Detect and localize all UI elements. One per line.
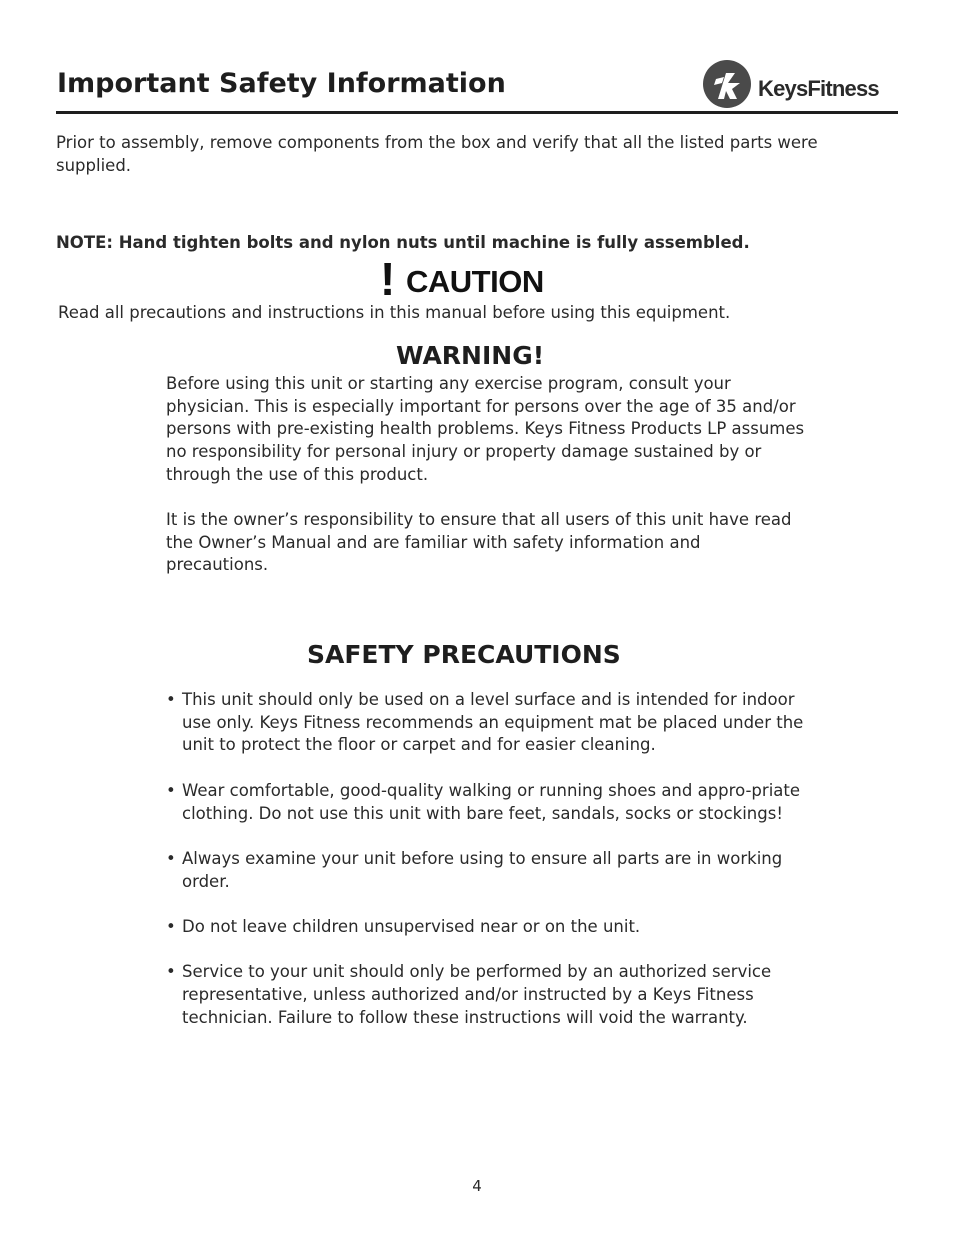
warning-paragraph-2: It is the owner’s responsibility to ensure that all users of this unit have read the Owner’s Manual and are familiar with safety information and precautions. xyxy=(166,510,792,575)
logo-text-fitness: Fitness xyxy=(807,76,879,101)
keys-fitness-logo xyxy=(702,59,902,111)
list-item-text: Service to your unit should only be performed by an authorized service representative, unless authorized and/or instructed by a Keys Fitness technician. Failure to follow these instructions will void the warranty. xyxy=(182,962,772,1027)
warning-heading: WARNING! xyxy=(396,341,545,370)
bullet-icon: • xyxy=(166,690,176,709)
list-item xyxy=(166,961,806,1029)
list-item-text: Do not leave children unsupervised near or on the unit. xyxy=(182,916,641,936)
list-item xyxy=(166,689,806,757)
bullet-icon: • xyxy=(166,962,176,982)
caution-word: CAUTION xyxy=(406,264,544,299)
list-item-text: Always examine your unit before using to ensure all parts are in working order. xyxy=(182,848,783,891)
exclamation-icon: ! xyxy=(380,253,396,305)
safety-precautions-list xyxy=(166,689,806,1052)
list-item xyxy=(166,780,806,825)
bullet-icon: • xyxy=(166,780,176,800)
header-divider xyxy=(56,111,898,114)
keys-fitness-logo-icon xyxy=(702,59,752,109)
list-item xyxy=(166,916,806,939)
logo-text xyxy=(758,76,879,102)
logo-text-keys: Keys xyxy=(758,76,808,101)
list-item-text: This unit should only be used on a level surface and is intended for indoor use only. Keys Fitness recommends an equipment mat be placed under the unit to protect the floor or carpet and for easier cleaning. xyxy=(182,690,804,755)
list-item-text: Wear comfortable, good-quality walking or running shoes and appro-priate clothing. Do not use this unit with bare feet, sandals, socks or stockings! xyxy=(182,780,801,823)
note-text: NOTE: Hand tighten bolts and nylon nuts until machine is fully assembled. xyxy=(56,233,750,252)
bullet-icon: • xyxy=(166,916,176,936)
warning-paragraph-1: Before using this unit or starting any exercise program, consult your physician. This is especially important for persons over the age of 35 and/or persons with pre-existing health problems. Keys Fitness Products LP assumes no responsibility for personal injury or property damage sustained by or through the use of this product. xyxy=(166,374,805,484)
intro-paragraph: Prior to assembly, remove components from the box and verify that all the listed parts were supplied. xyxy=(56,133,818,175)
caution-text: Read all precautions and instructions in this manual before using this equipment. xyxy=(58,303,731,322)
bullet-icon: • xyxy=(166,848,176,868)
page-title: Important Safety Information xyxy=(57,68,506,99)
page-number: 4 xyxy=(472,1177,482,1195)
list-item xyxy=(166,848,806,893)
safety-precautions-heading: SAFETY PRECAUTIONS xyxy=(307,640,621,669)
